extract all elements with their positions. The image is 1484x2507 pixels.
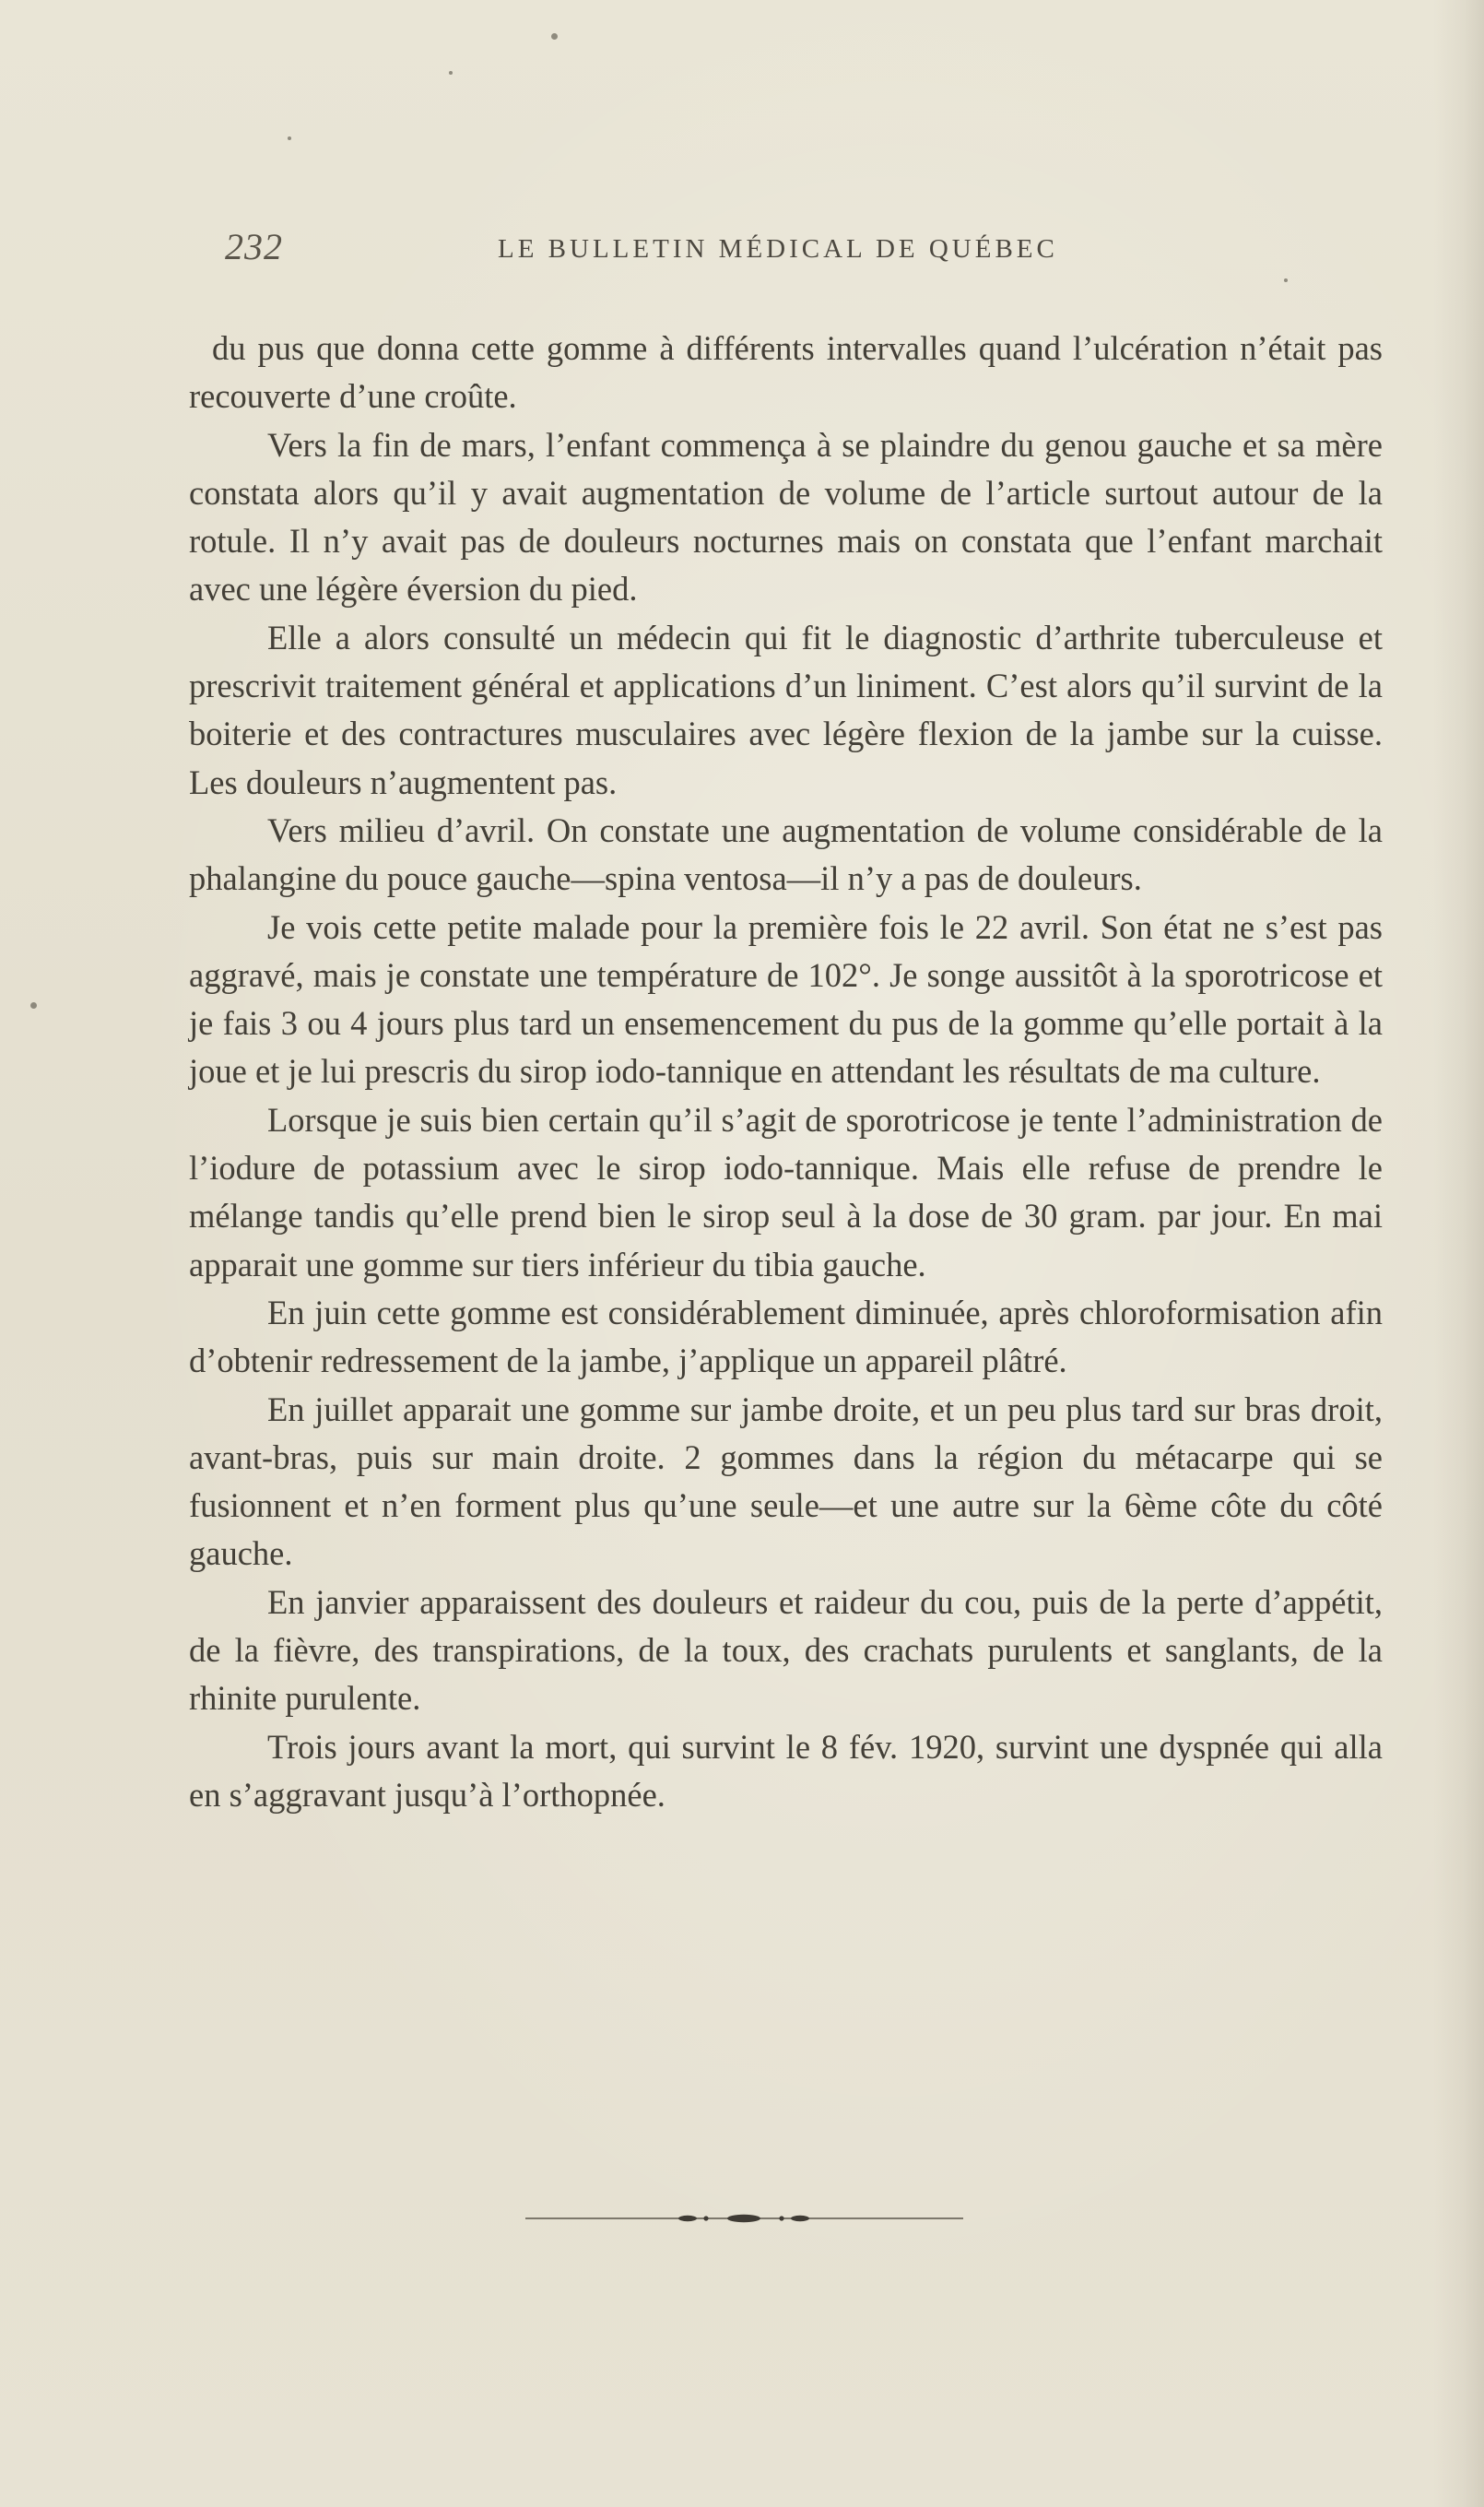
page-header (0, 225, 1484, 271)
paper-speck (551, 33, 558, 40)
paper-speck (1284, 278, 1288, 282)
paragraph: du pus que donna cette gomme à différents intervalles quand l’ulcération n’était pas recouverte d’une croûte. (189, 329, 1383, 416)
paragraph: En juin cette gomme est considérablement diminuée, après chloroformisation afin d’obtenir redressement de la jambe, j’applique un appareil plâtré. (189, 1293, 1383, 1380)
paper-speck (449, 71, 453, 75)
paragraph: Lorsque je suis bien certain qu’il s’agit de sporotricose je tente l’administration de l’iodure de potassium avec le sirop iodo-tannique. Mais elle refuse de prendre le mélange tandis qu’elle prend bien le sirop seul à la dose de 30 gram. par jour. En mai apparait une gomme sur tiers inférieur du tibia gauche. (189, 1100, 1383, 1283)
article-body (189, 325, 1383, 1819)
section-end-ornament (525, 2208, 963, 2229)
paragraph: Vers milieu d’avril. On constate une augmentation de volume considérable de la phalangine du pouce gauche—spina ventosa—il n’y a pas de douleurs. (189, 810, 1383, 898)
paragraph: En juillet apparait une gomme sur jambe droite, et un peu plus tard sur bras droit, avant-bras, puis sur main droite. 2 gommes dans la région du métacarpe qui se fusionnent et n’en forment plus qu’une seule—et une autre sur la 6ème côte du côté gauche. (189, 1389, 1383, 1573)
paper-speck (288, 136, 291, 140)
paragraph: En janvier apparaissent des douleurs et raideur du cou, puis de la perte d’appétit, de la fièvre, des transpirations, de la toux, des crachats purulents et sanglants, de la rhinite purulente. (189, 1582, 1383, 1718)
page-number: 232 (225, 226, 283, 267)
paper-speck (30, 1002, 37, 1009)
paragraph: Trois jours avant la mort, qui survint le 8 fév. 1920, survint une dyspnée qui alla en s’aggravant jusqu’à l’orthopnée. (189, 1727, 1383, 1814)
paragraph: Je vois cette petite malade pour la première fois le 22 avril. Son état ne s’est pas aggravé, mais je constate une température de 102°. Je songe aussitôt à la sporotricose et je fais 3 ou 4 jours plus tard un ensemencement du pus de la gomme qu’elle portait à la joue et je lui prescris du sirop iodo-tannique en attendant les résultats de ma culture. (189, 907, 1383, 1091)
paragraph: Elle a alors consulté un médecin qui fit le diagnostic d’arthrite tuberculeuse et prescrivit traitement général et applications d’un liniment. C’est alors qu’il survint de la boiterie et des contractures musculaires avec légère flexion de la jambe sur la cuisse. Les douleurs n’augmentent pas. (189, 618, 1383, 801)
ornament-rule (525, 2208, 963, 2229)
page-edge-shadow (1433, 0, 1484, 2507)
paragraph: Vers la fin de mars, l’enfant commença à se plaindre du genou gauche et sa mère constata alors qu’il y avait augmentation de volume de l’article surtout autour de la rotule. Il n’y avait pas de douleurs nocturnes mais on constata que l’enfant marchait avec une légère éversion du pied. (189, 425, 1383, 609)
running-head: LE BULLETIN MÉDICAL DE QUÉBEC (498, 234, 1058, 264)
